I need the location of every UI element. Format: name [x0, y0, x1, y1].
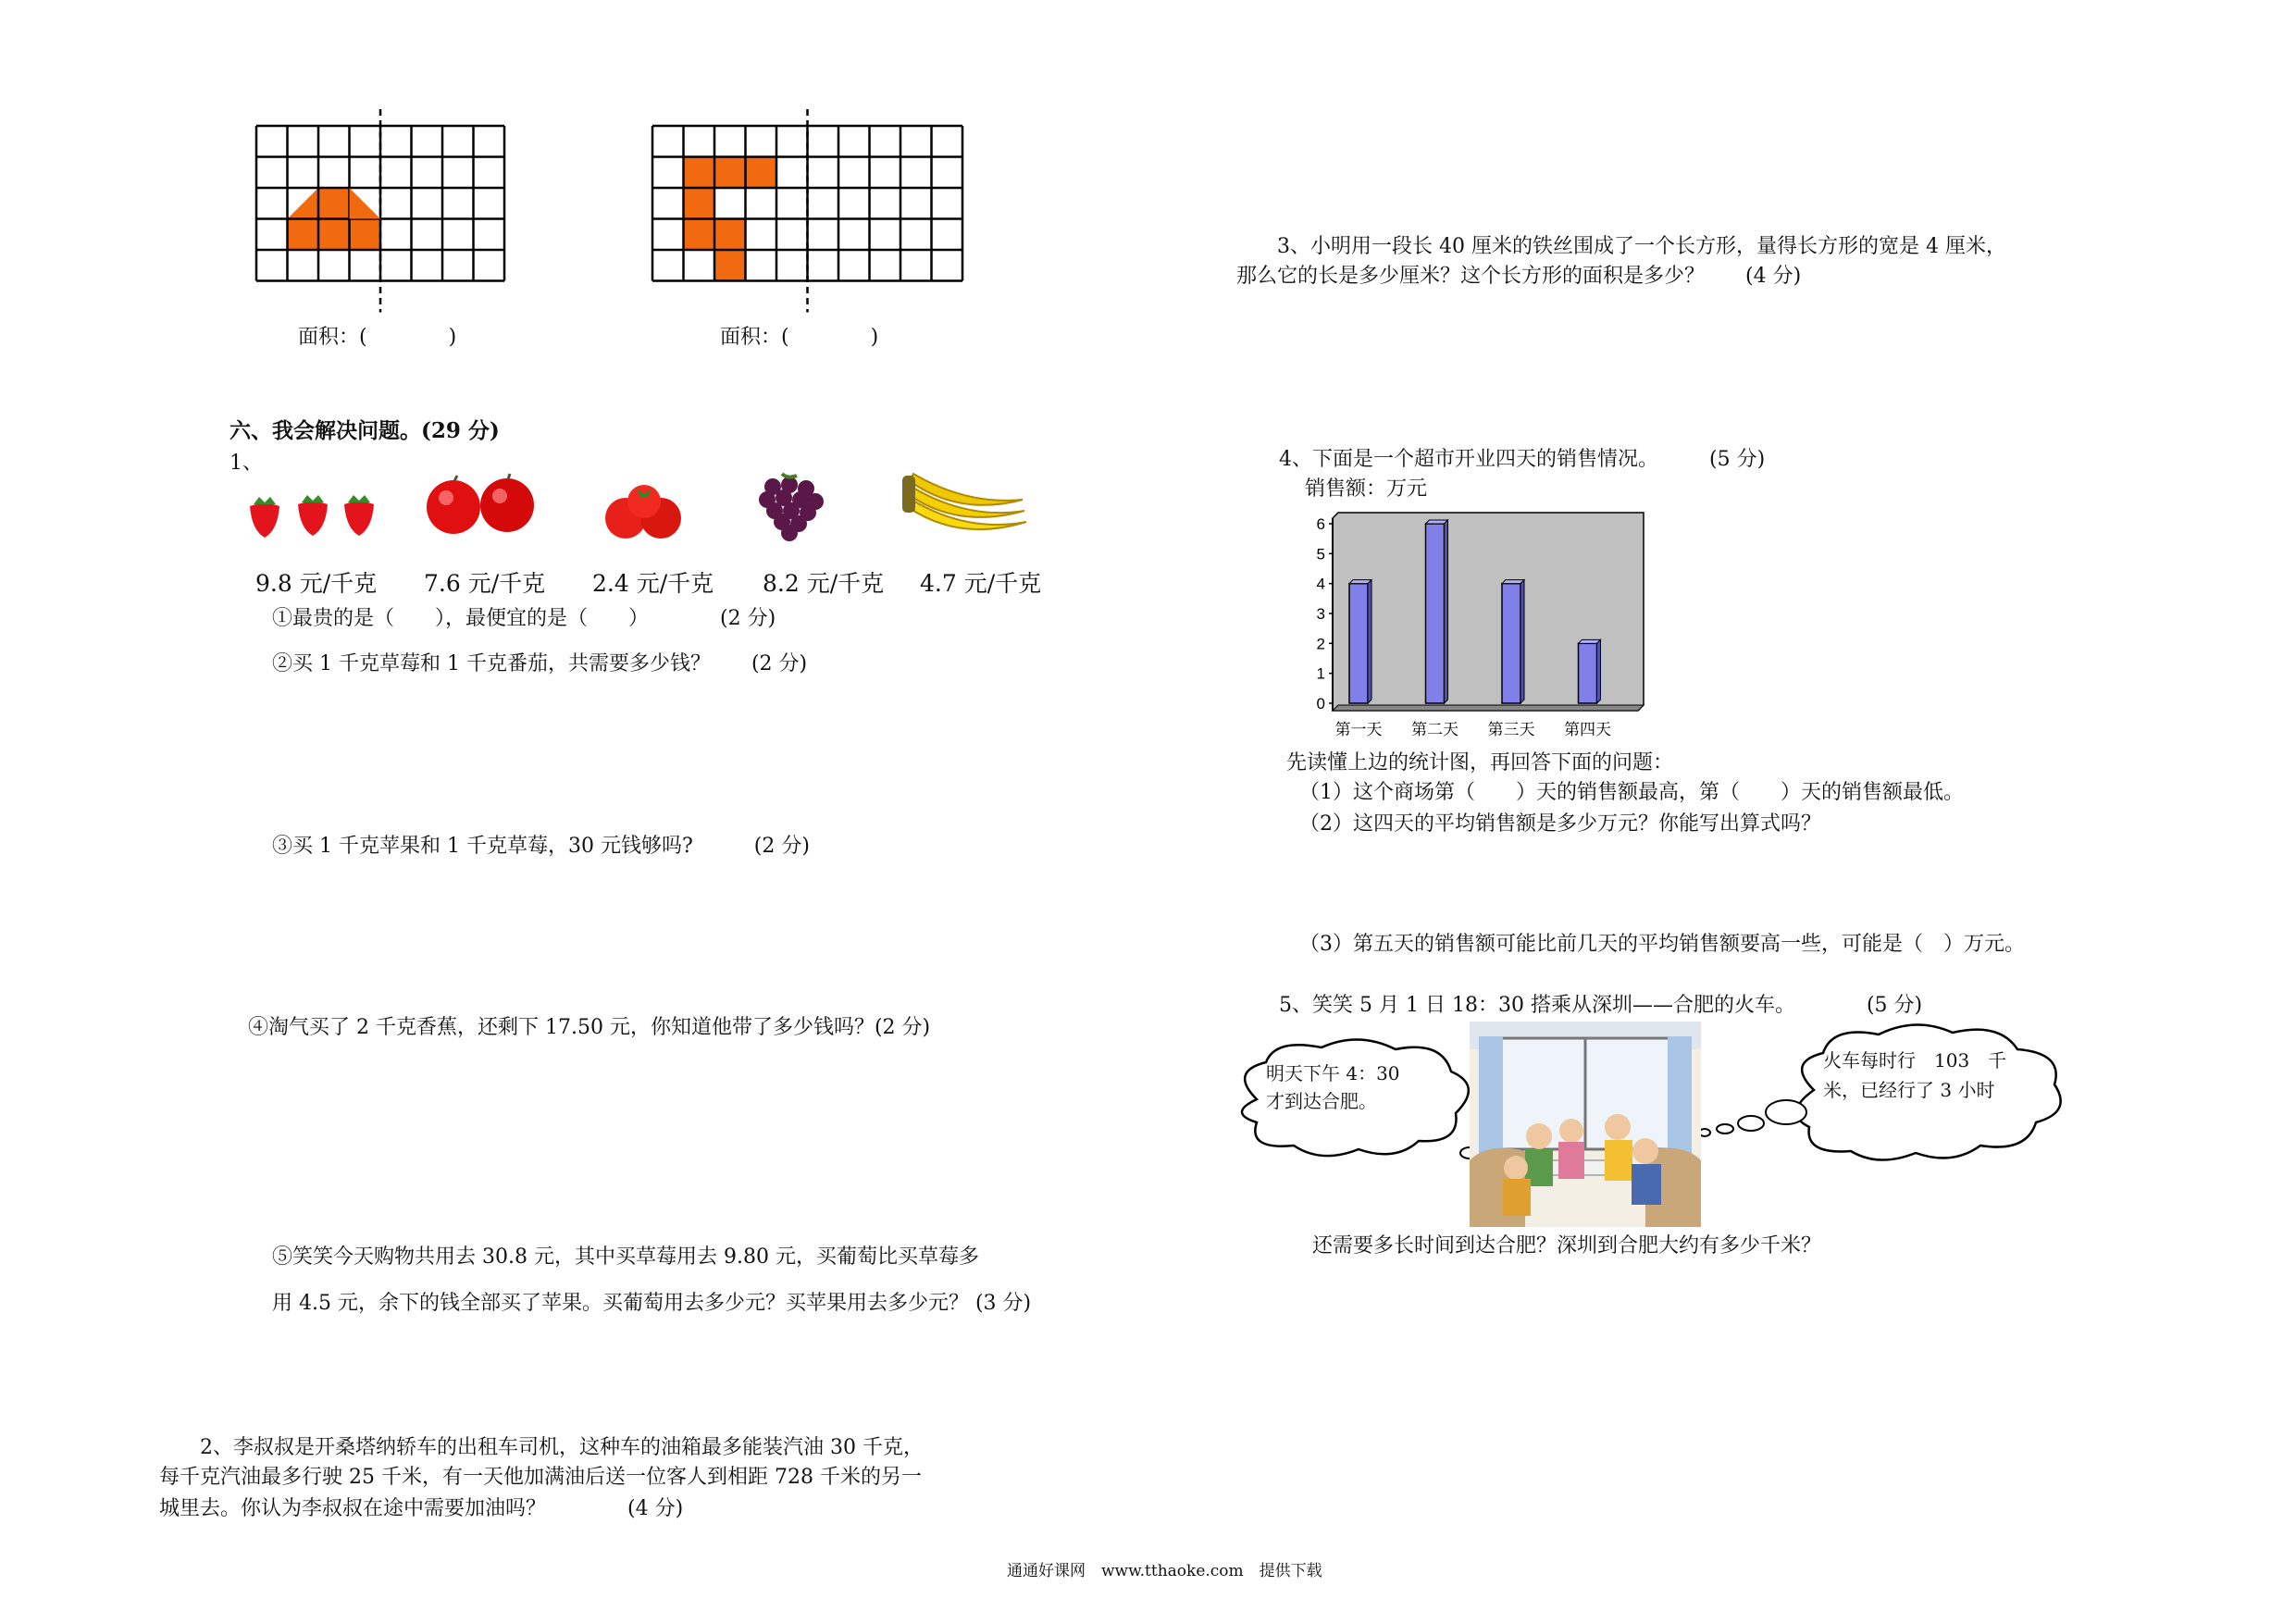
- x-tick-label: 第二天: [1411, 721, 1458, 739]
- cloud-right-line1: 火车每时行 103 千: [1823, 1049, 2007, 1072]
- question-1-5b: 用 4.5 元，余下的钱全部买了苹果。买葡萄用去多少元？买苹果用去多少元？ (3 分): [272, 1292, 1032, 1315]
- y-tick-label: 6: [1316, 515, 1325, 533]
- price-banana: 4.7 元/千克: [920, 570, 1042, 597]
- footer: 通通好课网 www.tthaoke.com 提供下载: [1007, 1562, 1322, 1580]
- question-5-ask: 还需要多长时间到达合肥？深圳到合肥大约有多少千米？: [1312, 1234, 1822, 1258]
- question-1-2: ②买 1 千克草莓和 1 千克番茄，共需要多少钱？ (2 分): [272, 652, 808, 675]
- bar-side-3: [1520, 580, 1524, 703]
- question-1-4: ④淘气买了 2 千克香蕉，还剩下 17.50 元，你知道他带了多少钱吗？(2 分): [248, 1016, 931, 1039]
- area-label-right: 面积：( ): [720, 326, 879, 349]
- x-tick-label: 第一天: [1334, 721, 1383, 739]
- cloud-left-line1: 明天下午 4：30: [1266, 1062, 1400, 1084]
- question-3b: 那么它的长是多少厘米？这个长方形的面积是多少？ (4 分): [1236, 265, 1802, 288]
- banana-icon: [902, 463, 1032, 541]
- y-tick-label: 0: [1316, 695, 1325, 712]
- cloud-right-line2: 米，已经行了 3 小时: [1823, 1079, 1995, 1101]
- price-apple: 7.6 元/千克: [424, 570, 546, 597]
- bar-3: [1502, 584, 1520, 703]
- question-2b: 每千克汽油最多行驶 25 千米，有一天他加满油后送一位客人到相距 728 千米的另一: [159, 1466, 922, 1489]
- question-1-3: ③买 1 千克苹果和 1 千克草莓，30 元钱够吗? (2 分): [272, 835, 810, 858]
- bar-side-2: [1445, 520, 1448, 703]
- bar-1: [1349, 584, 1368, 703]
- y-tick-label: 2: [1316, 635, 1325, 653]
- y-tick-label: 1: [1316, 664, 1325, 683]
- area-label-left: 面积：( ): [298, 326, 457, 349]
- bar-side-4: [1597, 639, 1601, 703]
- plot-floor: [1333, 705, 1644, 711]
- bar-4: [1579, 643, 1597, 703]
- price-strawberry: 9.8 元/千克: [255, 570, 378, 597]
- question-4-3: （3）第五天的销售额可能比前几天的平均销售额要高一些，可能是（ ）万元。: [1299, 933, 2025, 956]
- question-1-number: 1、: [230, 452, 263, 475]
- y-tick-label: 5: [1316, 545, 1325, 564]
- question-4-read: 先读懂上边的统计图，再回答下面的问题：: [1286, 751, 1674, 774]
- question-3a: 3、小明用一段长 40 厘米的铁丝围成了一个长方形，量得长方形的宽是 4 厘米，: [1277, 235, 2006, 258]
- tomato-icon: [600, 481, 688, 541]
- question-4-2: （2）这四天的平均销售额是多少万元？你能写出算式吗？: [1299, 812, 1821, 836]
- price-tomato: 2.4 元/千克: [592, 570, 714, 597]
- strawberry-icon: [242, 486, 386, 541]
- chart-ylabel: 销售额：万元: [1305, 477, 1428, 501]
- bar-2: [1426, 524, 1445, 703]
- question-4-1: （1）这个商场第（ ）天的销售额最高，第（ ）天的销售额最低。: [1299, 781, 1964, 804]
- price-grape: 8.2 元/千克: [763, 570, 885, 597]
- y-tick-label: 4: [1316, 575, 1325, 593]
- x-tick-label: 第三天: [1487, 721, 1535, 739]
- x-tick-label: 第四天: [1564, 721, 1611, 739]
- question-1-1: ①最贵的是（ ），最便宜的是（ ） (2 分): [272, 607, 776, 630]
- bar-side-1: [1368, 580, 1371, 703]
- question-2c: 城里去。你认为李叔叔在途中需要加油吗？ (4 分): [159, 1497, 684, 1520]
- train-passengers-illustration: [1470, 1022, 1701, 1227]
- question-4: 4、下面是一个超市开业四天的销售情况。 (5 分): [1279, 448, 1766, 471]
- question-1-5a: ⑤笑笑今天购物共用去 30.8 元，其中买草莓用去 9.80 元，买葡萄比买草莓多: [272, 1245, 979, 1269]
- y-tick-label: 3: [1316, 605, 1325, 623]
- grape-icon: [745, 470, 833, 539]
- question-5: 5、笑笑 5 月 1 日 18：30 搭乘从深圳——合肥的火车。 (5 分): [1279, 994, 1923, 1017]
- apple-icon: [424, 474, 540, 539]
- section-title: 六、我会解决问题。(29 分): [230, 418, 500, 443]
- question-2a: 2、李叔叔是开桑塔纳轿车的出租车司机，这种车的油箱最多能装汽油 30 千克，: [200, 1436, 924, 1459]
- cloud-left-line2: 才到达合肥。: [1266, 1090, 1377, 1112]
